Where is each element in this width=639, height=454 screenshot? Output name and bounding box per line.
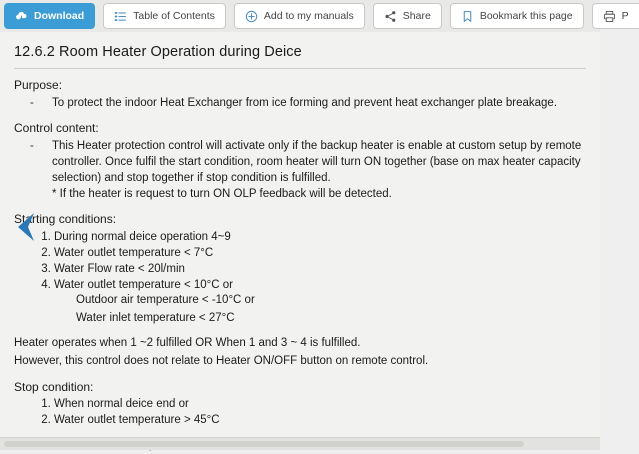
horizontal-scrollbar[interactable]	[0, 437, 600, 450]
share-icon	[384, 10, 397, 23]
scrollbar-thumb[interactable]	[4, 441, 524, 447]
cloud-download-icon	[15, 10, 28, 23]
starting-conditions-heading: Starting conditions:	[14, 212, 117, 227]
control-content-text: This Heater protection control will activate only if the backup heater is enable at custom setup by remote controller. Once fulfil the start condition, room heater will turn ON together (base on max heater capacity selection) and stop together if stop condition is fulfilled.	[52, 139, 582, 184]
stop-condition-section	[14, 379, 586, 429]
list-item: 1. During normal deice operation 4~9	[54, 230, 586, 246]
control-content-heading: Control content:	[14, 121, 99, 136]
blue-left-arrow-icon	[14, 212, 36, 242]
list-item: 3. Water Flow rate < 20l/min	[54, 262, 586, 278]
control-content-dash: -	[30, 139, 34, 152]
bookmark-page-button[interactable]	[450, 3, 584, 29]
document-toolbar	[0, 0, 629, 32]
starting-conditions-subitem: Outdoor air temperature < -10°C or	[76, 294, 255, 307]
heater-operates-line: Heater operates when 1 ~2 fulfilled OR When 1 and 3 ~ 4 is fulfilled.	[14, 337, 361, 350]
print-button-label: P	[621, 10, 629, 22]
purpose-dash: -	[30, 96, 34, 109]
download-button-label: Download	[34, 10, 85, 22]
share-button[interactable]	[373, 3, 442, 29]
list-icon	[114, 10, 127, 23]
download-button[interactable]	[4, 3, 95, 29]
heater-operates-note	[14, 336, 586, 370]
stop-condition-heading: Stop condition:	[14, 379, 94, 394]
add-to-my-manuals-button[interactable]	[234, 3, 365, 29]
starting-conditions-list	[14, 230, 586, 293]
purpose-heading: Purpose:	[14, 78, 63, 92]
share-button-label: Share	[402, 10, 431, 22]
heater-operates-line: However, this control does not relate to Heater ON/OFF button on remote control.	[14, 354, 429, 367]
add-to-my-manuals-label: Add to my manuals	[263, 10, 354, 22]
page-title: 12.6.2 Room Heater Operation during Deice	[14, 44, 302, 60]
purpose-section	[14, 77, 586, 111]
starting-conditions-section	[14, 211, 586, 327]
table-of-contents-button[interactable]	[103, 3, 226, 29]
stop-condition-list	[14, 397, 586, 429]
plus-circle-icon	[245, 10, 258, 23]
control-content-note: * If the heater is request to turn ON OLP feedback will be detected.	[52, 187, 392, 200]
list-item: 4. Water outlet temperature < 10°C or	[54, 278, 586, 294]
list-item: 2. Water outlet temperature > 45°C	[54, 413, 586, 429]
printer-icon	[603, 10, 616, 23]
control-content-item	[30, 139, 586, 187]
bookmark-icon	[461, 10, 474, 23]
title-divider	[14, 68, 586, 69]
table-of-contents-label: Table of Contents	[133, 10, 215, 22]
purpose-text: To protect the indoor Heat Exchanger from ice forming and prevent heat exchanger plate breakage.	[52, 96, 558, 109]
purpose-item	[30, 96, 586, 112]
bookmark-page-label: Bookmark this page	[479, 10, 573, 22]
starting-conditions-subitem: Water inlet temperature < 27°C	[76, 312, 235, 325]
list-item: 2. Water outlet temperature < 7°C	[54, 246, 586, 262]
control-content-section	[14, 120, 586, 202]
list-item: 1. When normal deice end or	[54, 397, 586, 413]
document-content	[0, 32, 600, 450]
print-button[interactable]	[592, 3, 639, 29]
